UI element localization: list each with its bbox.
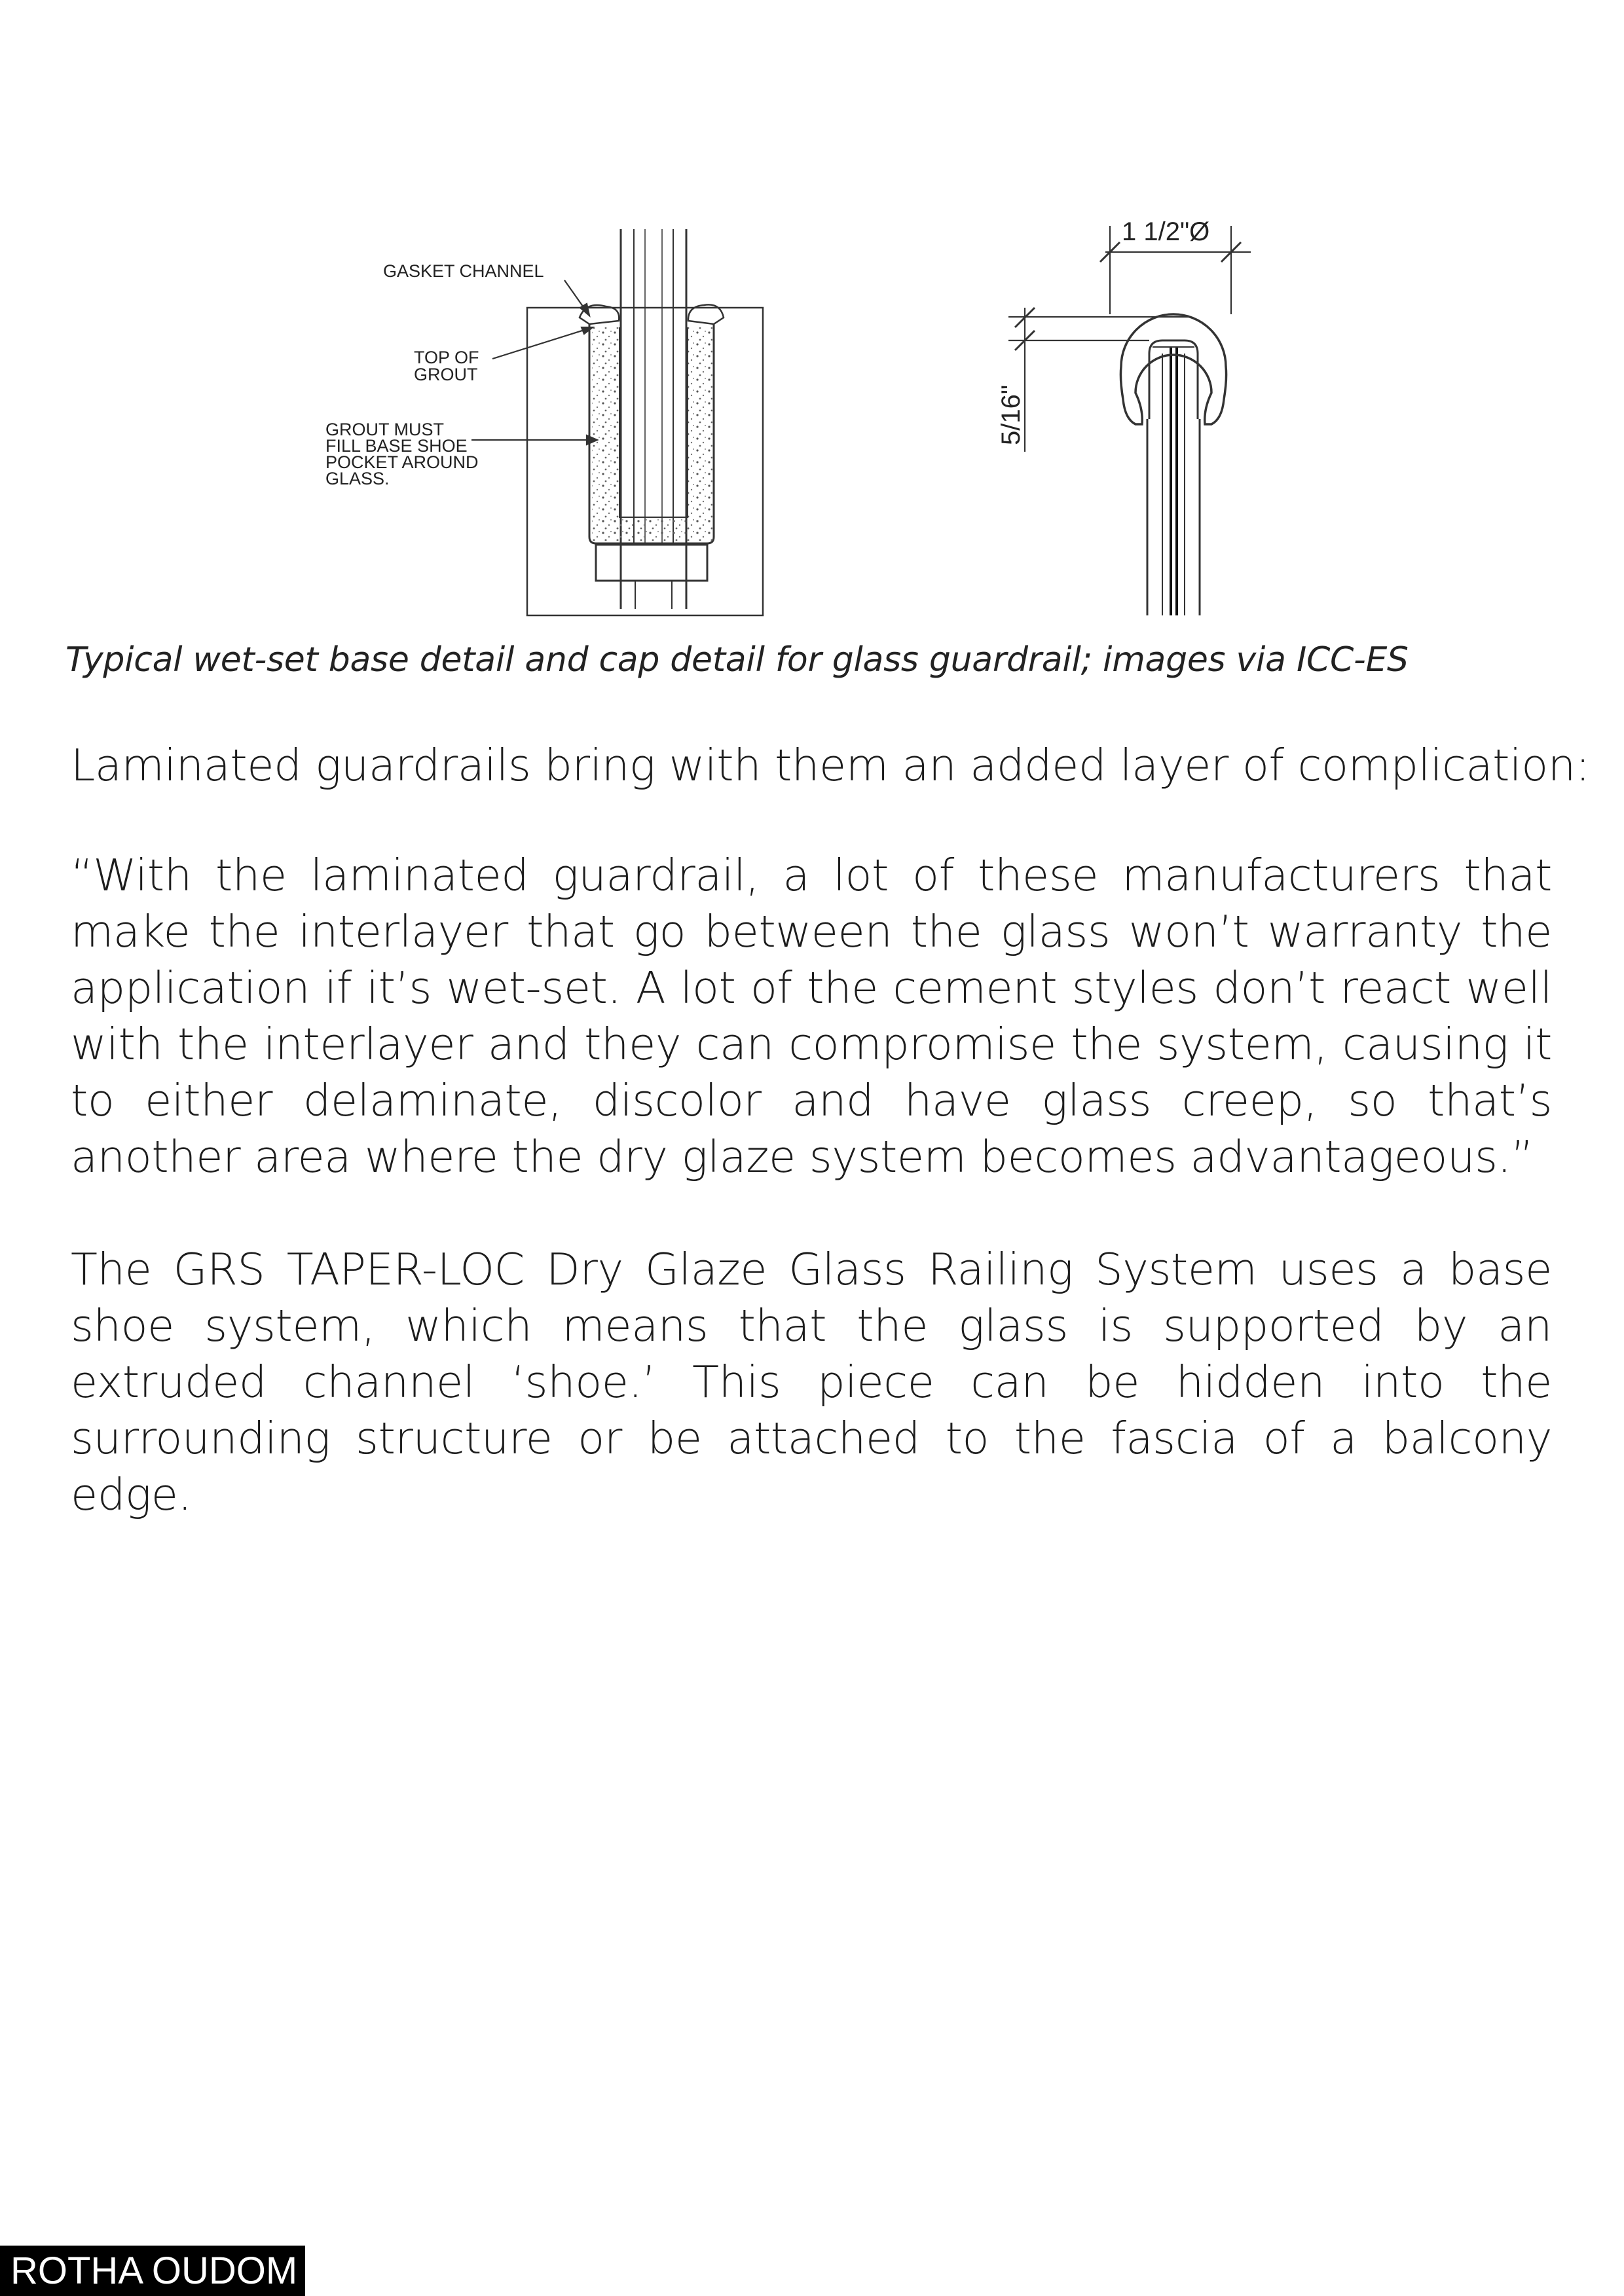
gasket-channel-label: GASKET CHANNEL bbox=[383, 261, 544, 281]
grout-note-line2: FILL BASE SHOE bbox=[325, 436, 468, 456]
grout-note-line4: GLASS. bbox=[325, 469, 390, 488]
cap-depth-label: 5/16" bbox=[997, 384, 1025, 445]
technical-drawing-figure bbox=[0, 0, 1624, 629]
cap-diameter-label: 1 1/2"Ø bbox=[1122, 217, 1210, 246]
body-paragraph-grs-system: The GRS TAPER-LOC Dry Glaze Glass Railing System uses a base shoe system, which means that the glass is supported by an extruded channel ‘shoe.’ This piece can be hidden into the surrounding structure or be attached to the fascia of a balcony edge. bbox=[71, 1244, 1552, 1520]
body-paragraph-intro: Laminated guardrails bring with them an added layer of complication: bbox=[71, 740, 1591, 791]
top-of-grout-label-line1: TOP OF bbox=[414, 348, 479, 367]
grout-note-line1: GROUT MUST bbox=[325, 420, 444, 439]
base-shoe-detail-drawing bbox=[527, 229, 763, 615]
figure-caption: Typical wet-set base detail and cap detail for glass guardrail; images via ICC-ES bbox=[65, 640, 1409, 680]
top-of-grout-label-line2: GROUT bbox=[414, 365, 478, 384]
body-paragraph-quote: “With the laminated guardrail, a lot of these manufacturers that make the interlayer that go between the glass won’t warranty the application if it’s wet-set. A lot of the cement styles don’t react well with the interlayer and they can compromise the system, causing it to either delaminate, discolor and have glass creep, so that’s another area where the dry glaze system becomes advantageous.” bbox=[71, 850, 1552, 1182]
base-detail-leader-lines bbox=[471, 280, 597, 445]
cap-rail-detail-drawing bbox=[1120, 314, 1226, 615]
author-footer-tag: ROTHA OUDOM bbox=[0, 2246, 305, 2296]
grout-note-line3: POCKET AROUND bbox=[325, 452, 479, 472]
